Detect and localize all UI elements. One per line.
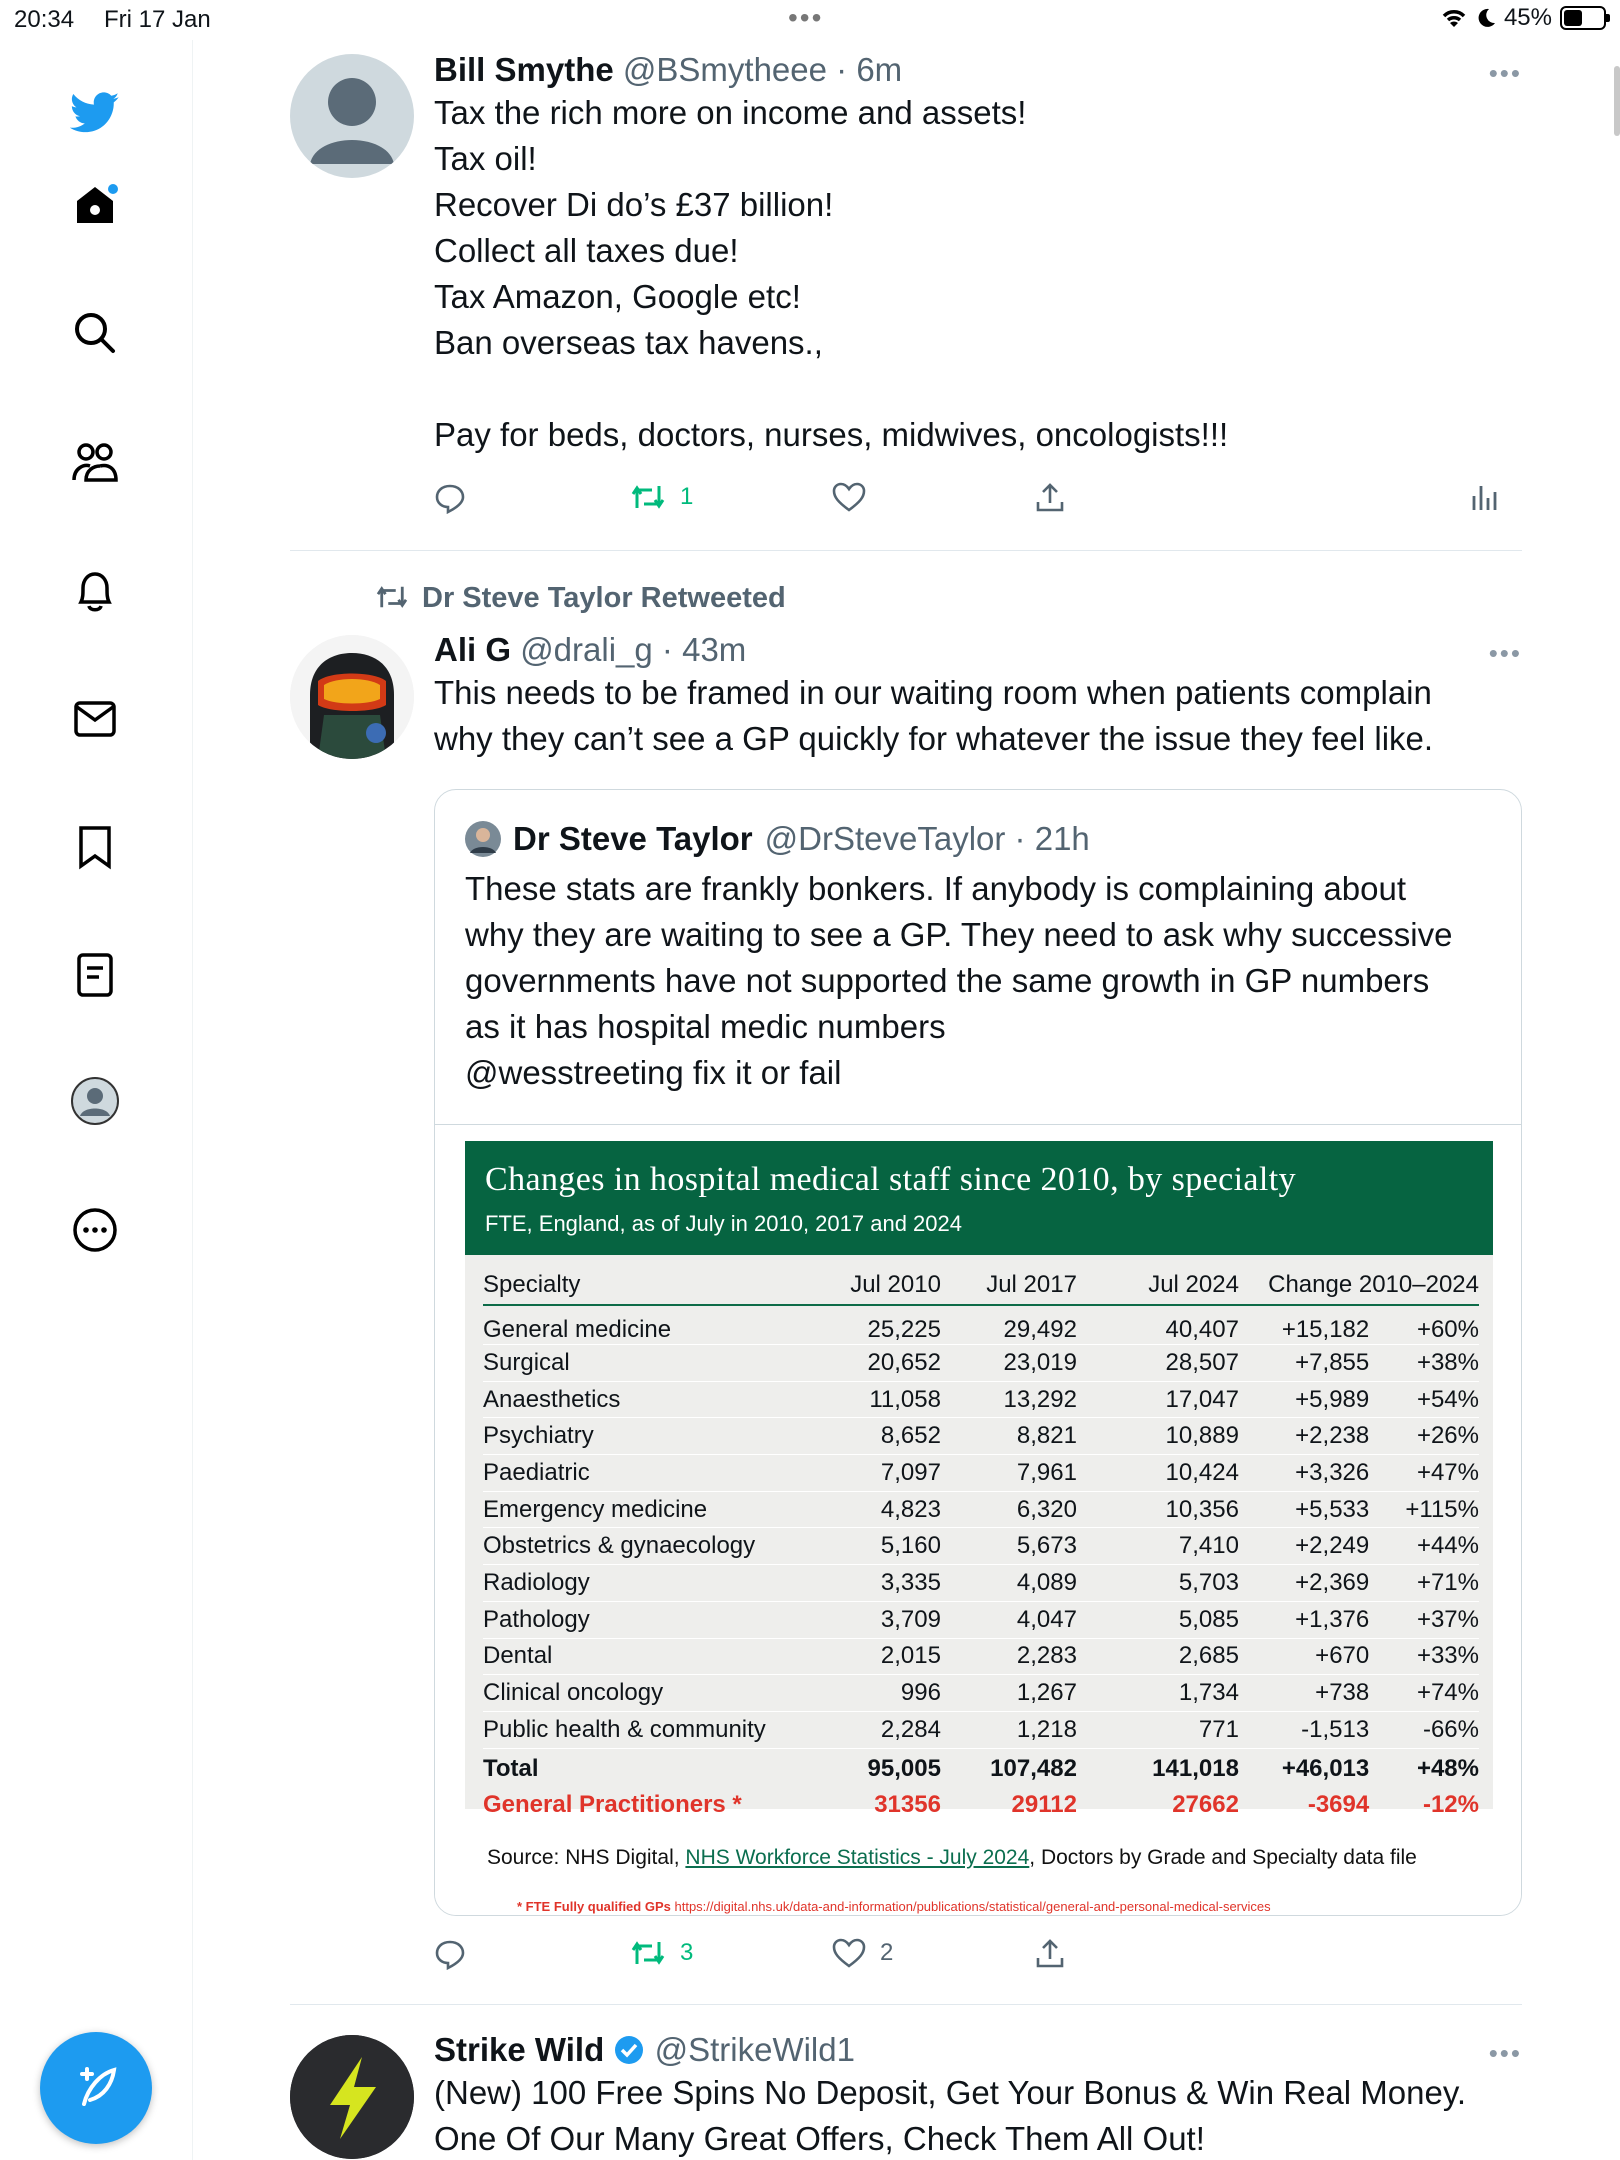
table-source: [487, 1846, 1417, 1870]
tweet-header: Bill Smythe @BSmytheee · 6m: [434, 51, 903, 88]
table-cell-value: 17,047: [1077, 1381, 1239, 1418]
search-icon[interactable]: [70, 308, 120, 358]
table-cell-specialty: Pathology: [483, 1601, 805, 1638]
like-button[interactable]: [832, 1938, 893, 1968]
more-options-icon[interactable]: [70, 1205, 120, 1255]
status-time: 20:34: [14, 6, 75, 33]
column-header: Jul 2024: [1077, 1255, 1239, 1305]
table-cell-value: 5,673: [941, 1528, 1077, 1565]
retweet-count: 3: [680, 1939, 694, 1966]
source-link[interactable]: NHS Workforce Statistics - July 2024: [685, 1846, 1030, 1869]
table-cell-value: +5,533: [1239, 1491, 1369, 1528]
twitter-logo-icon[interactable]: [70, 88, 120, 138]
retweeted-by-label[interactable]: Dr Steve Taylor Retweeted: [422, 582, 786, 614]
author-handle[interactable]: @BSmytheee: [622, 51, 827, 88]
author-handle[interactable]: @drali_g: [520, 631, 653, 668]
table-row: [483, 1748, 1479, 1790]
tweet-text: This needs to be framed in our waiting room when patients complain why they can’t see a GP quickly for whatever the issue they feel like.: [434, 674, 1434, 757]
table-row: [483, 1790, 1479, 1820]
share-button[interactable]: [1034, 482, 1066, 514]
table-cell-value: 4,089: [941, 1565, 1077, 1602]
profile-avatar-icon[interactable]: [70, 1076, 120, 1126]
compose-feather-icon: [68, 2060, 124, 2116]
table-cell-value: +38%: [1369, 1345, 1479, 1382]
source-prefix: Source: NHS Digital,: [487, 1846, 686, 1869]
quoted-tweet[interactable]: [434, 789, 1522, 1916]
more-options-button[interactable]: •••: [1488, 58, 1522, 88]
table-footnote: [517, 1899, 1271, 1914]
tweet-header: Ali G @drali_g · 43m: [434, 631, 747, 668]
more-options-button[interactable]: •••: [1488, 2038, 1522, 2068]
tweet-header: [434, 2030, 1466, 2070]
tweet-text: (New) 100 Free Spins No Deposit, Get Your Bonus & Win Real Money. One Of Our Many Great Offers, Check Them All Out!: [434, 2074, 1467, 2157]
communities-icon[interactable]: [70, 437, 120, 487]
tweet-text: Tax the rich more on income and assets! Tax oil! Recover Di do’s £37 billion! Collect all taxes due! Tax Amazon, Google etc! Ban overseas tax havens., Pay for beds, doctors, nurses, midwives, oncologists!!!: [434, 94, 1229, 453]
table-cell-value: 40,407: [1077, 1305, 1239, 1345]
retweet-button[interactable]: [630, 482, 693, 512]
home-icon[interactable]: [70, 180, 120, 230]
table-cell-specialty: Paediatric: [483, 1455, 805, 1492]
table-header-row: [483, 1255, 1479, 1305]
table-cell-specialty: Surgical: [483, 1345, 805, 1382]
table-cell-value: 11,058: [805, 1381, 941, 1418]
table-cell-value: 2,284: [805, 1711, 941, 1748]
table-cell-specialty: Emergency medicine: [483, 1491, 805, 1528]
table-cell-specialty: General medicine: [483, 1305, 805, 1345]
table-row: [483, 1528, 1479, 1565]
table-cell-value: 1,218: [941, 1711, 1077, 1748]
table-cell-value: +71%: [1369, 1565, 1479, 1602]
like-button[interactable]: [832, 482, 866, 512]
sidebar: [0, 40, 193, 2160]
tweet-time[interactable]: 43m: [682, 631, 747, 668]
table-cell-value: 31356: [874, 1791, 941, 1819]
table-cell-value: 5,160: [805, 1528, 941, 1565]
table-body: [465, 1255, 1493, 1819]
table-cell-value: 23,019: [941, 1345, 1077, 1382]
table-row: [483, 1305, 1479, 1345]
quote-media-image[interactable]: [435, 1125, 1522, 1916]
quote-author-handle[interactable]: @DrSteveTaylor: [764, 820, 1006, 857]
table-cell-value: -1,513: [1239, 1711, 1369, 1748]
lists-icon[interactable]: [70, 950, 120, 1000]
table-cell-value: +115%: [1369, 1491, 1479, 1528]
table-subtitle: FTE, England, as of July in 2010, 2017 and 2024: [485, 1211, 962, 1236]
table-cell-value: +2,238: [1239, 1418, 1369, 1455]
table-cell-value: 2,283: [941, 1638, 1077, 1675]
avatar[interactable]: [290, 635, 414, 759]
analytics-button[interactable]: [1470, 482, 1500, 512]
table-cell-value: +2,249: [1239, 1528, 1369, 1565]
table-title: Changes in hospital medical staff since 2010, by specialty: [485, 1161, 1297, 1198]
share-icon: [1034, 1938, 1066, 1970]
table-cell-value: 5,703: [1077, 1565, 1239, 1602]
table-cell-value: 29112: [1011, 1791, 1077, 1819]
table-cell-value: 141,018: [1152, 1755, 1239, 1783]
table-cell-value: 10,424: [1077, 1455, 1239, 1492]
table-cell-value: 6,320: [941, 1491, 1077, 1528]
table-cell-value: +60%: [1369, 1305, 1479, 1345]
retweet-button[interactable]: [630, 1938, 693, 1968]
table-cell-specialty: Public health & community: [483, 1711, 805, 1748]
compose-tweet-button[interactable]: [40, 2032, 152, 2144]
retweet-icon: [630, 1938, 666, 1968]
table-row: [483, 1711, 1479, 1748]
table-cell-specialty: Radiology: [483, 1565, 805, 1602]
table-cell-value: 27662: [1172, 1791, 1239, 1819]
table-cell-value: 8,821: [941, 1418, 1077, 1455]
table-cell-value: 10,889: [1077, 1418, 1239, 1455]
notifications-bell-icon[interactable]: [70, 566, 120, 616]
table-row: [483, 1418, 1479, 1455]
tweet-divider: [290, 2004, 1522, 2005]
avatar[interactable]: [290, 2035, 414, 2159]
quote-text: These stats are frankly bonkers. If anybody is complaining about why they are waiting to see a GP. They need to ask why successive governments have not supported the same growth in GP numbers as it has hospital medic numbers @wesstreeting fix it or fail: [465, 870, 1453, 1091]
table-cell-value: 8,652: [805, 1418, 941, 1455]
wifi-icon: [1440, 7, 1468, 29]
column-header: Change 2010–2024: [1239, 1255, 1479, 1305]
share-button[interactable]: [1034, 1938, 1066, 1970]
table-cell-value: -66%: [1369, 1711, 1479, 1748]
staff-table: [465, 1141, 1493, 1869]
heart-icon: [832, 1938, 866, 1968]
scrollbar[interactable]: [1614, 66, 1620, 136]
table-cell-value: 1,734: [1077, 1675, 1239, 1712]
table-cell-value: -3694: [1307, 1791, 1370, 1819]
table-row: [483, 1565, 1479, 1602]
battery-percent: 45%: [1503, 4, 1552, 31]
table-row: [483, 1455, 1479, 1492]
tweet-actions: [434, 482, 1514, 522]
retweet-count: 1: [680, 483, 694, 510]
table-cell-value: 95,005: [867, 1755, 941, 1783]
table-cell-value: +74%: [1369, 1675, 1479, 1712]
reply-icon: [434, 482, 466, 514]
tweet-time[interactable]: 6m: [856, 51, 903, 88]
table-cell-value: +47%: [1369, 1455, 1479, 1492]
table-row: [483, 1345, 1479, 1382]
reply-icon: [434, 1938, 466, 1970]
share-icon: [1034, 482, 1066, 514]
table-cell-value: 7,097: [805, 1455, 941, 1492]
footnote-url: https://digital.nhs.uk/data-and-information/publications/statistical/general-and-personal-medical-services: [674, 1899, 1271, 1914]
quote-avatar[interactable]: [465, 821, 501, 857]
table-row: [483, 1675, 1479, 1712]
table-cell-value: 29,492: [941, 1305, 1077, 1345]
table-cell-value: +33%: [1369, 1638, 1479, 1675]
messages-envelope-icon[interactable]: [70, 694, 120, 744]
table-cell-specialty: Total: [483, 1755, 539, 1783]
author-name[interactable]: Ali G: [434, 631, 512, 668]
table-row: [483, 1381, 1479, 1418]
table-cell-value: 25,225: [805, 1305, 941, 1345]
table-cell-specialty: Clinical oncology: [483, 1675, 805, 1712]
quote-time[interactable]: 21h: [1034, 820, 1090, 857]
table-cell-value: 3,335: [805, 1565, 941, 1602]
table-cell-value: 4,047: [941, 1601, 1077, 1638]
table-cell-value: +54%: [1369, 1381, 1479, 1418]
reply-button[interactable]: [434, 1938, 466, 1970]
quote-header: Dr Steve Taylor @DrSteveTaylor · 21h: [465, 820, 1090, 858]
author-handle[interactable]: @StrikeWild1: [654, 2031, 855, 2068]
source-suffix: , Doctors by Grade and Specialty data file: [1029, 1846, 1417, 1869]
table-cell-value: 10,356: [1077, 1491, 1239, 1528]
footnote-label: * FTE Fully qualified GPs: [517, 1899, 671, 1914]
table-header-band: [465, 1141, 1493, 1255]
table-cell-value: +37%: [1369, 1601, 1479, 1638]
table-cell-value: +48%: [1416, 1755, 1479, 1783]
table-cell-value: 2,685: [1077, 1638, 1239, 1675]
author-name[interactable]: Strike Wild: [434, 2031, 605, 2068]
table-cell-value: 2,015: [805, 1638, 941, 1675]
column-header: Jul 2010: [805, 1255, 941, 1305]
table-cell-value: 7,961: [941, 1455, 1077, 1492]
table-cell-specialty: General Practitioners *: [483, 1791, 742, 1819]
table-cell-value: +5,989: [1239, 1381, 1369, 1418]
table-cell-specialty: Anaesthetics: [483, 1381, 805, 1418]
table-cell-value: 5,085: [1077, 1601, 1239, 1638]
like-count: 2: [880, 1939, 894, 1966]
table-cell-value: +1,376: [1239, 1601, 1369, 1638]
table-cell-value: +3,326: [1239, 1455, 1369, 1492]
more-options-button[interactable]: •••: [1488, 638, 1522, 668]
table-cell-value: 996: [805, 1675, 941, 1712]
table-cell-value: 28,507: [1077, 1345, 1239, 1382]
table-cell-value: 107,482: [990, 1755, 1077, 1783]
table-cell-specialty: Psychiatry: [483, 1418, 805, 1455]
retweeted-by: [374, 578, 786, 618]
table-row: [483, 1638, 1479, 1675]
tweet-divider: [290, 550, 1522, 551]
table-cell-value: 7,410: [1077, 1528, 1239, 1565]
table-cell-value: 4,823: [805, 1491, 941, 1528]
bookmarks-icon[interactable]: [70, 822, 120, 872]
table-cell-value: +15,182: [1239, 1305, 1369, 1345]
status-date: Fri 17 Jan: [104, 6, 211, 33]
retweet-small-icon: [374, 583, 410, 611]
table-cell-value: 20,652: [805, 1345, 941, 1382]
moon-icon: [1476, 7, 1496, 29]
table-cell-value: 1,267: [941, 1675, 1077, 1712]
tweet-actions: [434, 1938, 1514, 1978]
column-header: Jul 2017: [941, 1255, 1077, 1305]
table-cell-value: +7,855: [1239, 1345, 1369, 1382]
quote-author-name[interactable]: Dr Steve Taylor: [513, 820, 753, 857]
author-name[interactable]: Bill Smythe: [434, 51, 614, 88]
battery-icon: [1560, 6, 1606, 30]
table-cell-value: +738: [1239, 1675, 1369, 1712]
table-row: [483, 1491, 1479, 1528]
multitask-dots[interactable]: •••: [788, 2, 824, 33]
retweet-icon: [630, 482, 666, 512]
table-cell-value: +26%: [1369, 1418, 1479, 1455]
table-cell-value: +46,013: [1281, 1755, 1370, 1783]
table-cell-value: 13,292: [941, 1381, 1077, 1418]
reply-button[interactable]: [434, 482, 466, 514]
table-cell-specialty: Dental: [483, 1638, 805, 1675]
table-cell-value: +2,369: [1239, 1565, 1369, 1602]
heart-icon: [832, 482, 866, 512]
status-bar: [0, 0, 1620, 40]
table-cell-value: +670: [1239, 1638, 1369, 1675]
table-cell-value: 3,709: [805, 1601, 941, 1638]
analytics-icon: [1470, 482, 1500, 512]
table-cell-value: 771: [1077, 1711, 1239, 1748]
table-cell-value: -12%: [1422, 1791, 1479, 1819]
avatar[interactable]: [290, 54, 414, 178]
table-cell-value: +44%: [1369, 1528, 1479, 1565]
table-row: [483, 1601, 1479, 1638]
column-header: Specialty: [483, 1255, 805, 1305]
verified-badge-icon: [613, 2034, 645, 2066]
table-cell-specialty: Obstetrics & gynaecology: [483, 1528, 805, 1565]
